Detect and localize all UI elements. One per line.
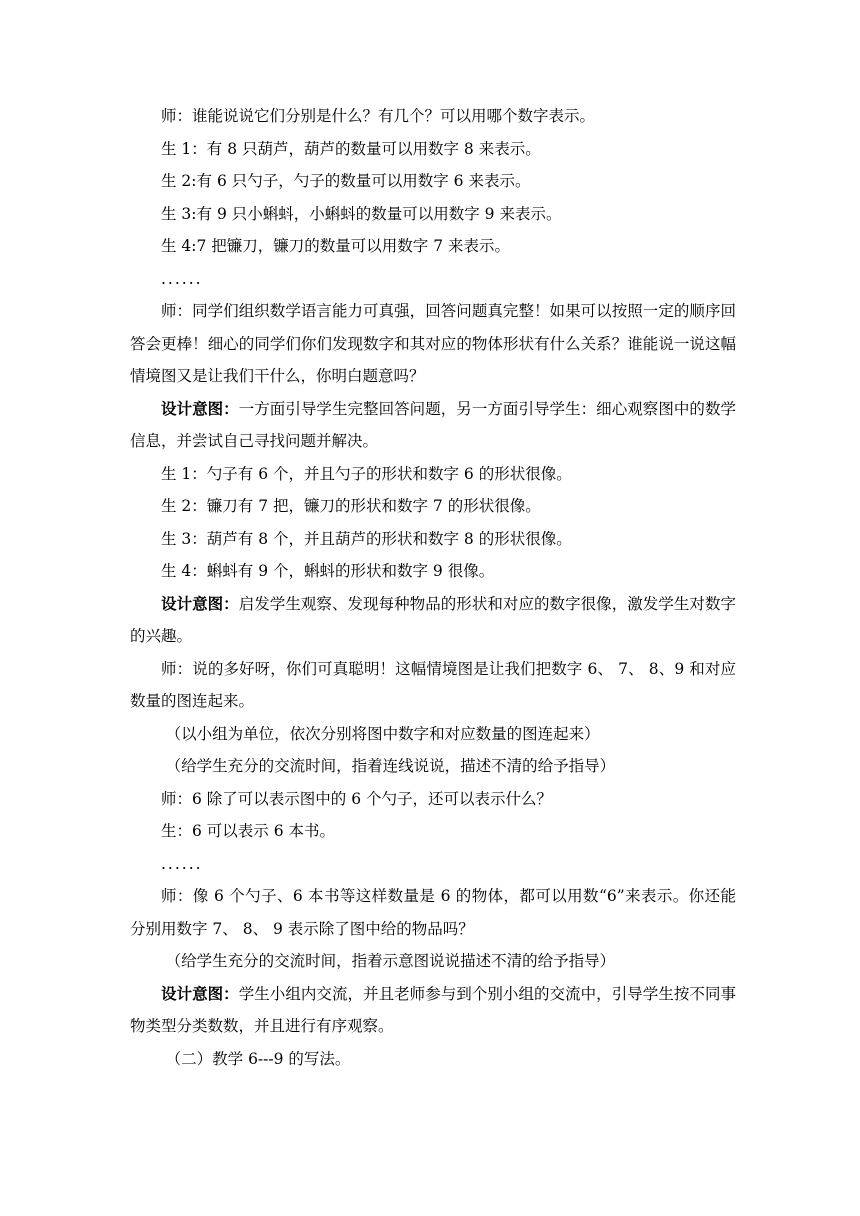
student-answer-line: 生：6 可以表示 6 本书。 bbox=[161, 822, 336, 840]
design-intent-label: 设计意图： bbox=[161, 983, 239, 1003]
student-answer-line: 生 4：蝌蚪有 9 个，蝌蚪的形状和数字 9 很像。 bbox=[161, 562, 495, 580]
design-intent-label: 设计意图： bbox=[161, 398, 239, 418]
design-intent-paragraph bbox=[130, 588, 736, 653]
design-intent-paragraph bbox=[130, 978, 736, 1043]
student-answer-line: 生 4:7 把镰刀，镰刀的数量可以用数字 7 来表示。 bbox=[161, 237, 511, 255]
design-intent-paragraph bbox=[130, 393, 736, 458]
teacher-remark-paragraph: 师：像 6 个勺子、6 本书等这样数量是 6 的物体，都可以用数“6”来表示。你还能分别用数字 7、 8、 9 表示除了图中给的物品吗？ bbox=[130, 887, 736, 938]
activity-note-line: （给学生充分的交流时间，指着连线说说，描述不清的给予指导） bbox=[165, 757, 616, 775]
section-heading-line: （二）教学 6---9 的写法。 bbox=[165, 1049, 351, 1068]
design-intent-text: 启发学生观察、发现每种物品的形状和对应的数字很像，激发学生对数字的兴趣。 bbox=[130, 594, 736, 645]
teacher-question-line: 师：谁能说说它们分别是什么？有几个？可以用哪个数字表示。 bbox=[161, 107, 596, 125]
ellipsis-line: ...... bbox=[161, 854, 203, 873]
teacher-remark-paragraph: 师：说的多好呀，你们可真聪明！这幅情境图是让我们把数字 6、 7、 8、9 和对应数量的图连起来。 bbox=[130, 659, 736, 710]
design-intent-text: 一方面引导学生完整回答问题，另一方面引导学生：细心观察图中的数学信息，并尝试自己寻找问题并解决。 bbox=[130, 399, 736, 450]
activity-note-line: （以小组为单位，依次分别将图中数字和对应数量的图连起来） bbox=[165, 724, 600, 743]
student-answer-line: 生 1：勺子有 6 个，并且勺子的形状和数字 6 的形状很像。 bbox=[161, 464, 572, 483]
student-answer-line: 生 2:有 6 只勺子，勺子的数量可以用数字 6 来表示。 bbox=[161, 172, 531, 190]
activity-note-line: （给学生充分的交流时间，指着示意图说说描述不清的给予指导） bbox=[165, 952, 616, 970]
ellipsis-line: ...... bbox=[161, 269, 203, 288]
student-answer-line: 生 3：葫芦有 8 个，并且葫芦的形状和数字 8 的形状很像。 bbox=[161, 529, 572, 548]
document-body bbox=[130, 100, 736, 1075]
design-intent-text: 学生小组内交流，并且老师参与到个别小组的交流中，引导学生按不同事物类型分类数数，并且进行有序观察。 bbox=[130, 984, 736, 1035]
student-answer-line: 生 1：有 8 只葫芦，葫芦的数量可以用数字 8 来表示。 bbox=[161, 139, 541, 158]
teacher-question-line: 师：6 除了可以表示图中的 6 个勺子，还可以表示什么？ bbox=[161, 789, 553, 808]
teacher-remark-paragraph: 师：同学们组织数学语言能力可真强，回答问题真完整！如果可以按照一定的顺序回答会更棒！细心的同学们你们发现数字和其对应的物体形状有什么关系？谁能说一说这幅情境图又是让我们干什么，你明白题意吗？ bbox=[130, 302, 736, 385]
student-answer-line: 生 2：镰刀有 7 把，镰刀的形状和数字 7 的形状很像。 bbox=[161, 497, 541, 515]
design-intent-label: 设计意图： bbox=[161, 593, 239, 613]
student-answer-line: 生 3:有 9 只小蝌蚪，小蝌蚪的数量可以用数字 9 来表示。 bbox=[161, 204, 562, 223]
